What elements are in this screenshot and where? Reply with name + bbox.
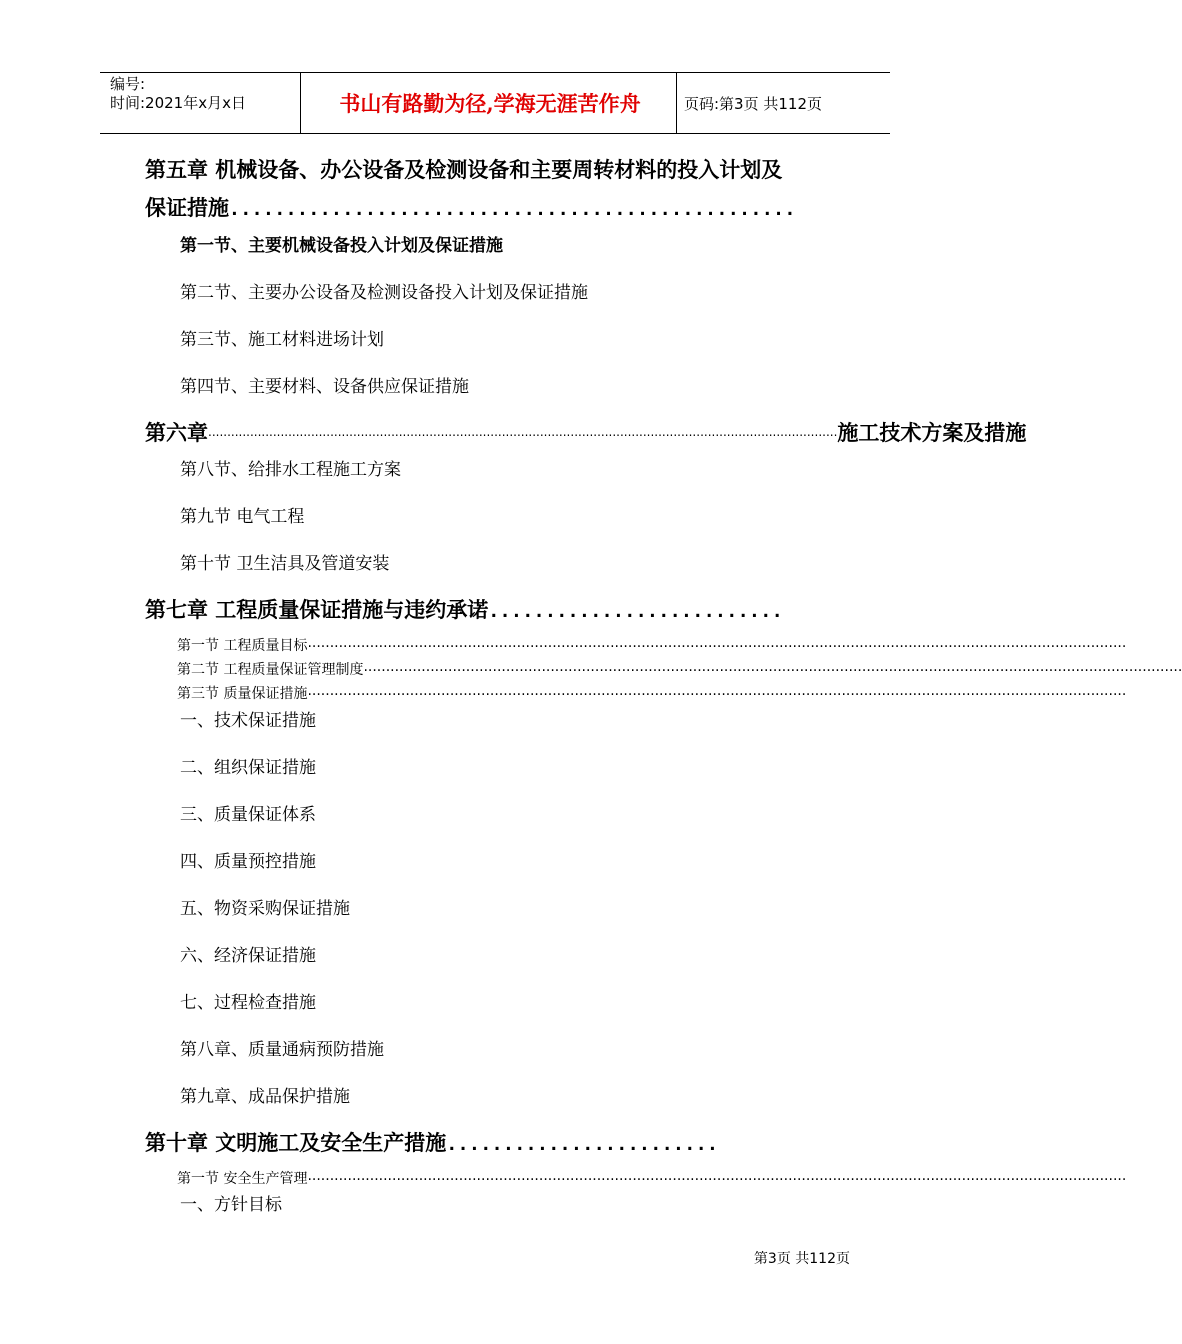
toc-section[interactable] bbox=[177, 683, 1127, 703]
toc-item[interactable]: 第八章、质量通病预防措施 bbox=[180, 1040, 384, 1060]
dot-leader: ........................................................................................................................................................................................ bbox=[307, 1168, 1127, 1184]
page-header bbox=[100, 72, 890, 134]
header-page-info: 页码:第3页 共112页 bbox=[684, 95, 822, 113]
toc-section[interactable]: 第四节、主要材料、设备供应保证措施 bbox=[180, 377, 469, 397]
header-divider bbox=[300, 73, 301, 133]
dot-leader: ..................................................................................................................................................................... bbox=[208, 425, 838, 439]
toc-section[interactable]: 第八节、给排水工程施工方案 bbox=[180, 460, 401, 480]
toc-section[interactable]: 第三节、施工材料进场计划 bbox=[180, 330, 384, 350]
time-label: 时间:2021年x月x日 bbox=[110, 94, 246, 112]
toc-section[interactable]: 第二节、主要办公设备及检测设备投入计划及保证措施 bbox=[180, 283, 588, 303]
toc-item[interactable]: 七、过程检查措施 bbox=[180, 993, 316, 1013]
dot-leader: .................................................. bbox=[229, 199, 796, 220]
section-title: 第一节 工程质量目标 bbox=[177, 638, 308, 654]
toc-chapter-5-title[interactable]: 第五章 机械设备、办公设备及检测设备和主要周转材料的投入计划及 bbox=[145, 157, 783, 182]
chapter-title-text: 保证措施 bbox=[145, 195, 229, 220]
chapter-title-text: 第七章 工程质量保证措施与违约承诺 bbox=[145, 597, 489, 622]
chapter-title-text: 第十章 文明施工及安全生产措施 bbox=[145, 1130, 447, 1155]
toc-item[interactable]: 第九章、成品保护措施 bbox=[180, 1087, 350, 1107]
toc-item[interactable]: 六、经济保证措施 bbox=[180, 946, 316, 966]
dot-leader: .......................... bbox=[488, 601, 784, 622]
toc-item[interactable]: 五、物资采购保证措施 bbox=[180, 899, 350, 919]
toc-section[interactable] bbox=[177, 635, 1127, 655]
page-footer: 第3页 共112页 bbox=[753, 1251, 850, 1267]
toc-section[interactable]: 第九节 电气工程 bbox=[180, 507, 305, 527]
section-title: 第二节 工程质量保证管理制度 bbox=[177, 662, 364, 678]
toc-section[interactable] bbox=[177, 1168, 1127, 1188]
header-left-cell bbox=[110, 75, 246, 113]
toc-chapter-7-title[interactable] bbox=[145, 594, 783, 624]
toc-chapter-10-title[interactable] bbox=[145, 1127, 718, 1157]
toc-item[interactable]: 四、质量预控措施 bbox=[180, 852, 316, 872]
number-label: 编号: bbox=[110, 75, 146, 93]
chapter-number: 第六章 bbox=[145, 420, 208, 445]
toc-chapter-6-title[interactable] bbox=[145, 417, 1027, 447]
motto: 书山有路勤为径,学海无涯苦作舟 bbox=[339, 91, 641, 116]
dot-leader: ........................................................................................................................................................................................ bbox=[307, 635, 1127, 651]
section-title: 第三节 质量保证措施 bbox=[177, 686, 308, 702]
chapter-title-text: 施工技术方案及措施 bbox=[837, 420, 1027, 445]
section-title: 第一节 安全生产管理 bbox=[177, 1171, 308, 1187]
toc-chapter-5-title-cont[interactable] bbox=[145, 192, 796, 222]
toc-item[interactable]: 一、方针目标 bbox=[180, 1195, 282, 1215]
toc-section[interactable]: 第十节 卫生洁具及管道安装 bbox=[180, 554, 390, 574]
toc-item[interactable]: 一、技术保证措施 bbox=[180, 711, 316, 731]
dot-leader: ........................................................................................................................................................................................ bbox=[363, 659, 1182, 675]
dot-leader: ........................................................................................................................................................................................ bbox=[307, 683, 1127, 699]
dot-leader: ........................ bbox=[446, 1134, 719, 1155]
toc-section[interactable] bbox=[177, 659, 1182, 679]
toc-section[interactable]: 第一节、主要机械设备投入计划及保证措施 bbox=[180, 236, 503, 256]
toc-item[interactable]: 三、质量保证体系 bbox=[180, 805, 316, 825]
toc-item[interactable]: 二、组织保证措施 bbox=[180, 758, 316, 778]
